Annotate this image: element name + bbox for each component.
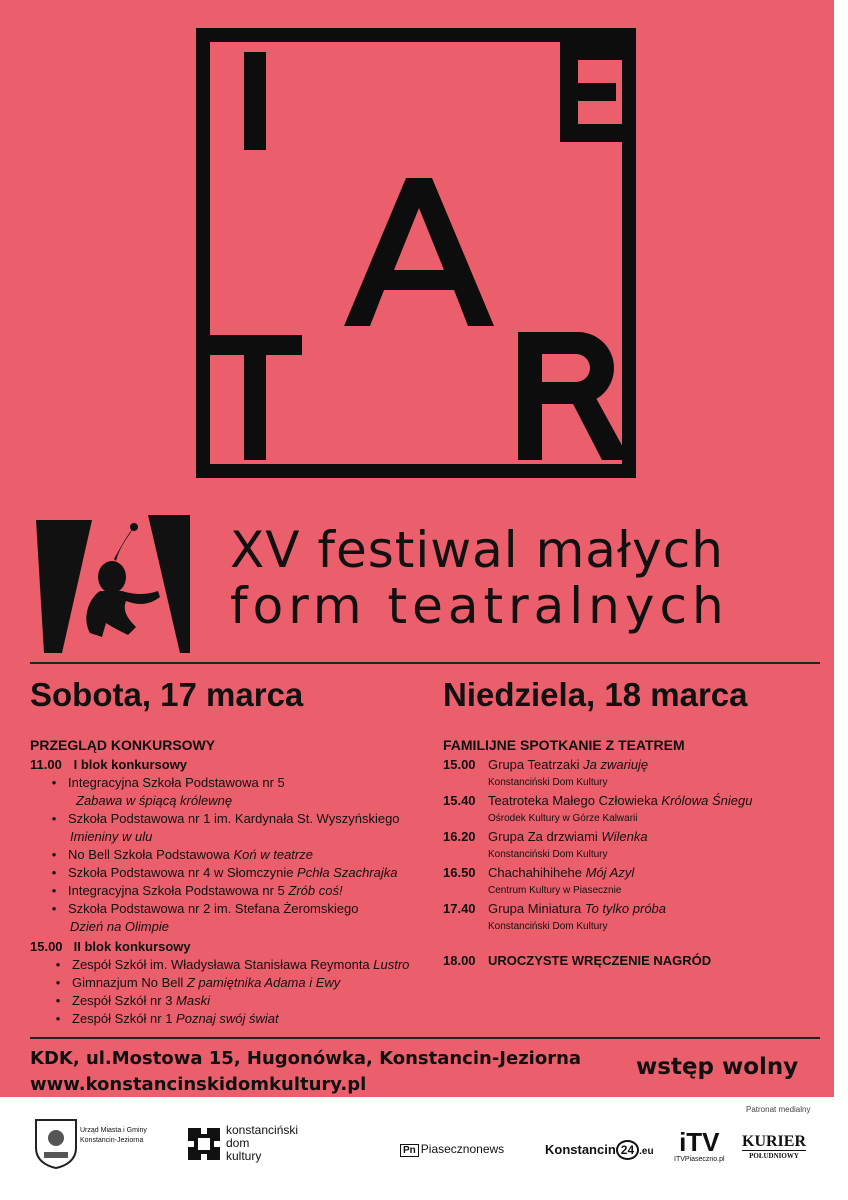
saturday-heading: Sobota, 17 marca [30, 676, 304, 713]
event-time: 16.20 [443, 829, 476, 844]
kdk-line2: dom [226, 1136, 250, 1150]
festival-mask-logo [30, 515, 190, 655]
bullet-icon: • [55, 1011, 61, 1026]
item-text: Szkoła Podstawowa nr 1 im. Kardynała St. Wyszyńskiego [68, 811, 400, 826]
free-entry-label: wstęp wolny [636, 1054, 799, 1080]
final-label: UROCZYSTE WRĘCZENIE NAGRÓD [488, 953, 712, 968]
sunday-heading: Niedziela, 18 marca [443, 676, 748, 713]
kdk-logo-text [226, 1124, 298, 1163]
konstancin24-logo [545, 1140, 654, 1160]
website-link[interactable]: www.konstancinskidomkultury.pl [30, 1074, 367, 1095]
event-title: To tylko próba [584, 901, 667, 916]
item-title: Lustro [373, 957, 410, 972]
saturday-schedule [30, 756, 409, 1028]
block2-time: 15.00 [30, 939, 63, 954]
bullet-icon: • [55, 957, 61, 972]
sunday-section-title: FAMILIJNE SPOTKANIE Z TEATREM [443, 737, 685, 753]
item-title: Koń w teatrze [233, 847, 313, 862]
item-title: Zabawa w śpiącą królewnę [76, 793, 233, 808]
event-venue: Ośrodek Kultury w Górze Kalwarii [488, 813, 638, 824]
bullet-icon: • [51, 775, 57, 790]
logo-letter-e [560, 42, 626, 142]
item-text: Integracyjna Szkoła Podstawowa nr 5 [68, 775, 285, 790]
item-title: Dzień na Olimpie [70, 919, 169, 934]
kdk-line3: kultury [226, 1149, 262, 1163]
item-text: No Bell Szkoła Podstawowa [68, 847, 234, 862]
list-item [30, 974, 409, 992]
festival-title-line2: form teatralnych [230, 577, 729, 635]
kurier-poludniowy-logo [742, 1134, 806, 1161]
kurier-line1: KURIER [742, 1133, 807, 1150]
event-row [443, 900, 752, 918]
list-item [30, 956, 409, 974]
item-title: Poznaj swój świat [176, 1011, 279, 1026]
list-item [30, 792, 409, 810]
event-text: Grupa Teatrzaki [488, 757, 584, 772]
footer-address-block [30, 1046, 581, 1098]
bullet-icon: • [55, 993, 61, 1008]
block1-label: I blok konkursowy [73, 757, 188, 772]
konstancin24-text: Konstancin [545, 1142, 616, 1157]
block2-label: II blok konkursowy [73, 939, 191, 954]
list-item [30, 828, 409, 846]
event-venue: Konstanciński Dom Kultury [488, 849, 608, 860]
konstancin24-number: 24 [616, 1140, 639, 1160]
item-text: Integracyjna Szkoła Podstawowa nr 5 [68, 883, 289, 898]
event-title: Ja zwariuję [583, 757, 649, 772]
festival-title-line1: XV festiwal małych [230, 521, 724, 579]
event-row [443, 864, 752, 882]
block1-time: 11.00 [30, 757, 62, 772]
event-row [443, 756, 752, 774]
list-item [30, 810, 409, 828]
item-title: Imieniny w ulu [70, 829, 153, 844]
event-row [443, 828, 752, 846]
list-item [30, 1010, 409, 1028]
konstancin24-tld: .eu [639, 1146, 654, 1157]
event-venue: Konstanciński Dom Kultury [488, 921, 608, 932]
list-item [30, 992, 409, 1010]
kdk-line1: konstanciński [226, 1123, 299, 1137]
final-time: 18.00 [443, 953, 476, 968]
event-time: 17.40 [443, 901, 476, 916]
item-text: Zespół Szkół im. Władysława Stanisława Reymonta [72, 957, 374, 972]
media-patronage-label: Patronat medialny [746, 1105, 811, 1114]
logo-letter-r [518, 332, 630, 460]
itv-text: iTV [679, 1127, 720, 1157]
address: KDK, ul.Mostowa 15, Hugonówka, Konstancin-Jeziorna [30, 1048, 582, 1069]
item-text: Szkoła Podstawowa nr 2 im. Stefana Żeromskiego [68, 901, 359, 916]
item-title: Pchła Szachrajka [297, 865, 398, 880]
bullet-icon: • [51, 811, 57, 826]
list-item [30, 846, 409, 864]
event-title: Wilenka [601, 829, 648, 844]
event-title: Mój Azyl [585, 865, 635, 880]
event-time: 16.50 [443, 865, 476, 880]
event-row [443, 792, 752, 810]
item-title: Z pamiętnika Adama i Ewy [186, 975, 341, 990]
piaseczno-news-logo [400, 1142, 504, 1157]
bullet-icon: • [51, 865, 57, 880]
festival-title [230, 522, 729, 634]
piaseczno-text: Piasecznonews [420, 1142, 505, 1156]
item-text: Gimnazjum No Bell [72, 975, 187, 990]
item-text: Zespół Szkół nr 3 [72, 993, 177, 1008]
bullet-icon: • [51, 847, 57, 862]
block2-row [30, 938, 409, 956]
city-office-logo-text [80, 1126, 147, 1146]
list-item [30, 882, 409, 900]
bullet-icon: • [51, 883, 57, 898]
logo-letter-a [344, 178, 494, 328]
list-item [30, 918, 409, 936]
crest-icon [34, 1118, 78, 1170]
city-office-line2: Konstancin-Jeziorna [80, 1137, 144, 1144]
bullet-icon: • [55, 975, 61, 990]
sunday-schedule [443, 756, 752, 970]
itv-subtext: ITVPiaseczno.pl [674, 1156, 725, 1163]
event-time: 15.00 [443, 757, 476, 772]
item-title: Maski [176, 993, 210, 1008]
event-venue: Konstanciński Dom Kultury [488, 777, 608, 788]
list-item [30, 774, 409, 792]
itv-logo [674, 1128, 725, 1163]
kdk-logo-icon [186, 1126, 222, 1162]
logo-letter-t-top [244, 52, 266, 150]
item-title: Zrób coś! [288, 883, 343, 898]
item-text: Szkoła Podstawowa nr 4 w Słomczynie [68, 865, 298, 880]
event-text: Chachahihihehe [488, 865, 586, 880]
bottom-divider [30, 1037, 820, 1039]
pn-icon: Pn [400, 1144, 419, 1157]
event-text: Grupa Miniatura [488, 901, 585, 916]
event-venue: Centrum Kultury w Piasecznie [488, 885, 622, 896]
event-time: 15.40 [443, 793, 476, 808]
logo-letter-t-bottom-bar [210, 335, 302, 355]
kurier-line2: POŁUDNIOWY [742, 1150, 806, 1161]
top-divider [30, 662, 820, 664]
block1-row [30, 756, 409, 774]
list-item [30, 900, 409, 918]
event-text: Grupa Za drzwiami [488, 829, 602, 844]
final-row [443, 952, 752, 970]
event-text: Teatroteka Małego Człowieka [488, 793, 662, 808]
saturday-section-title: PRZEGLĄD KONKURSOWY [30, 737, 216, 753]
city-office-line1: Urząd Miasta i Gminy [80, 1127, 147, 1134]
event-title: Królowa Śniegu [661, 793, 753, 808]
list-item [30, 864, 409, 882]
bullet-icon: • [51, 901, 57, 916]
item-text: Zespół Szkół nr 1 [72, 1011, 177, 1026]
